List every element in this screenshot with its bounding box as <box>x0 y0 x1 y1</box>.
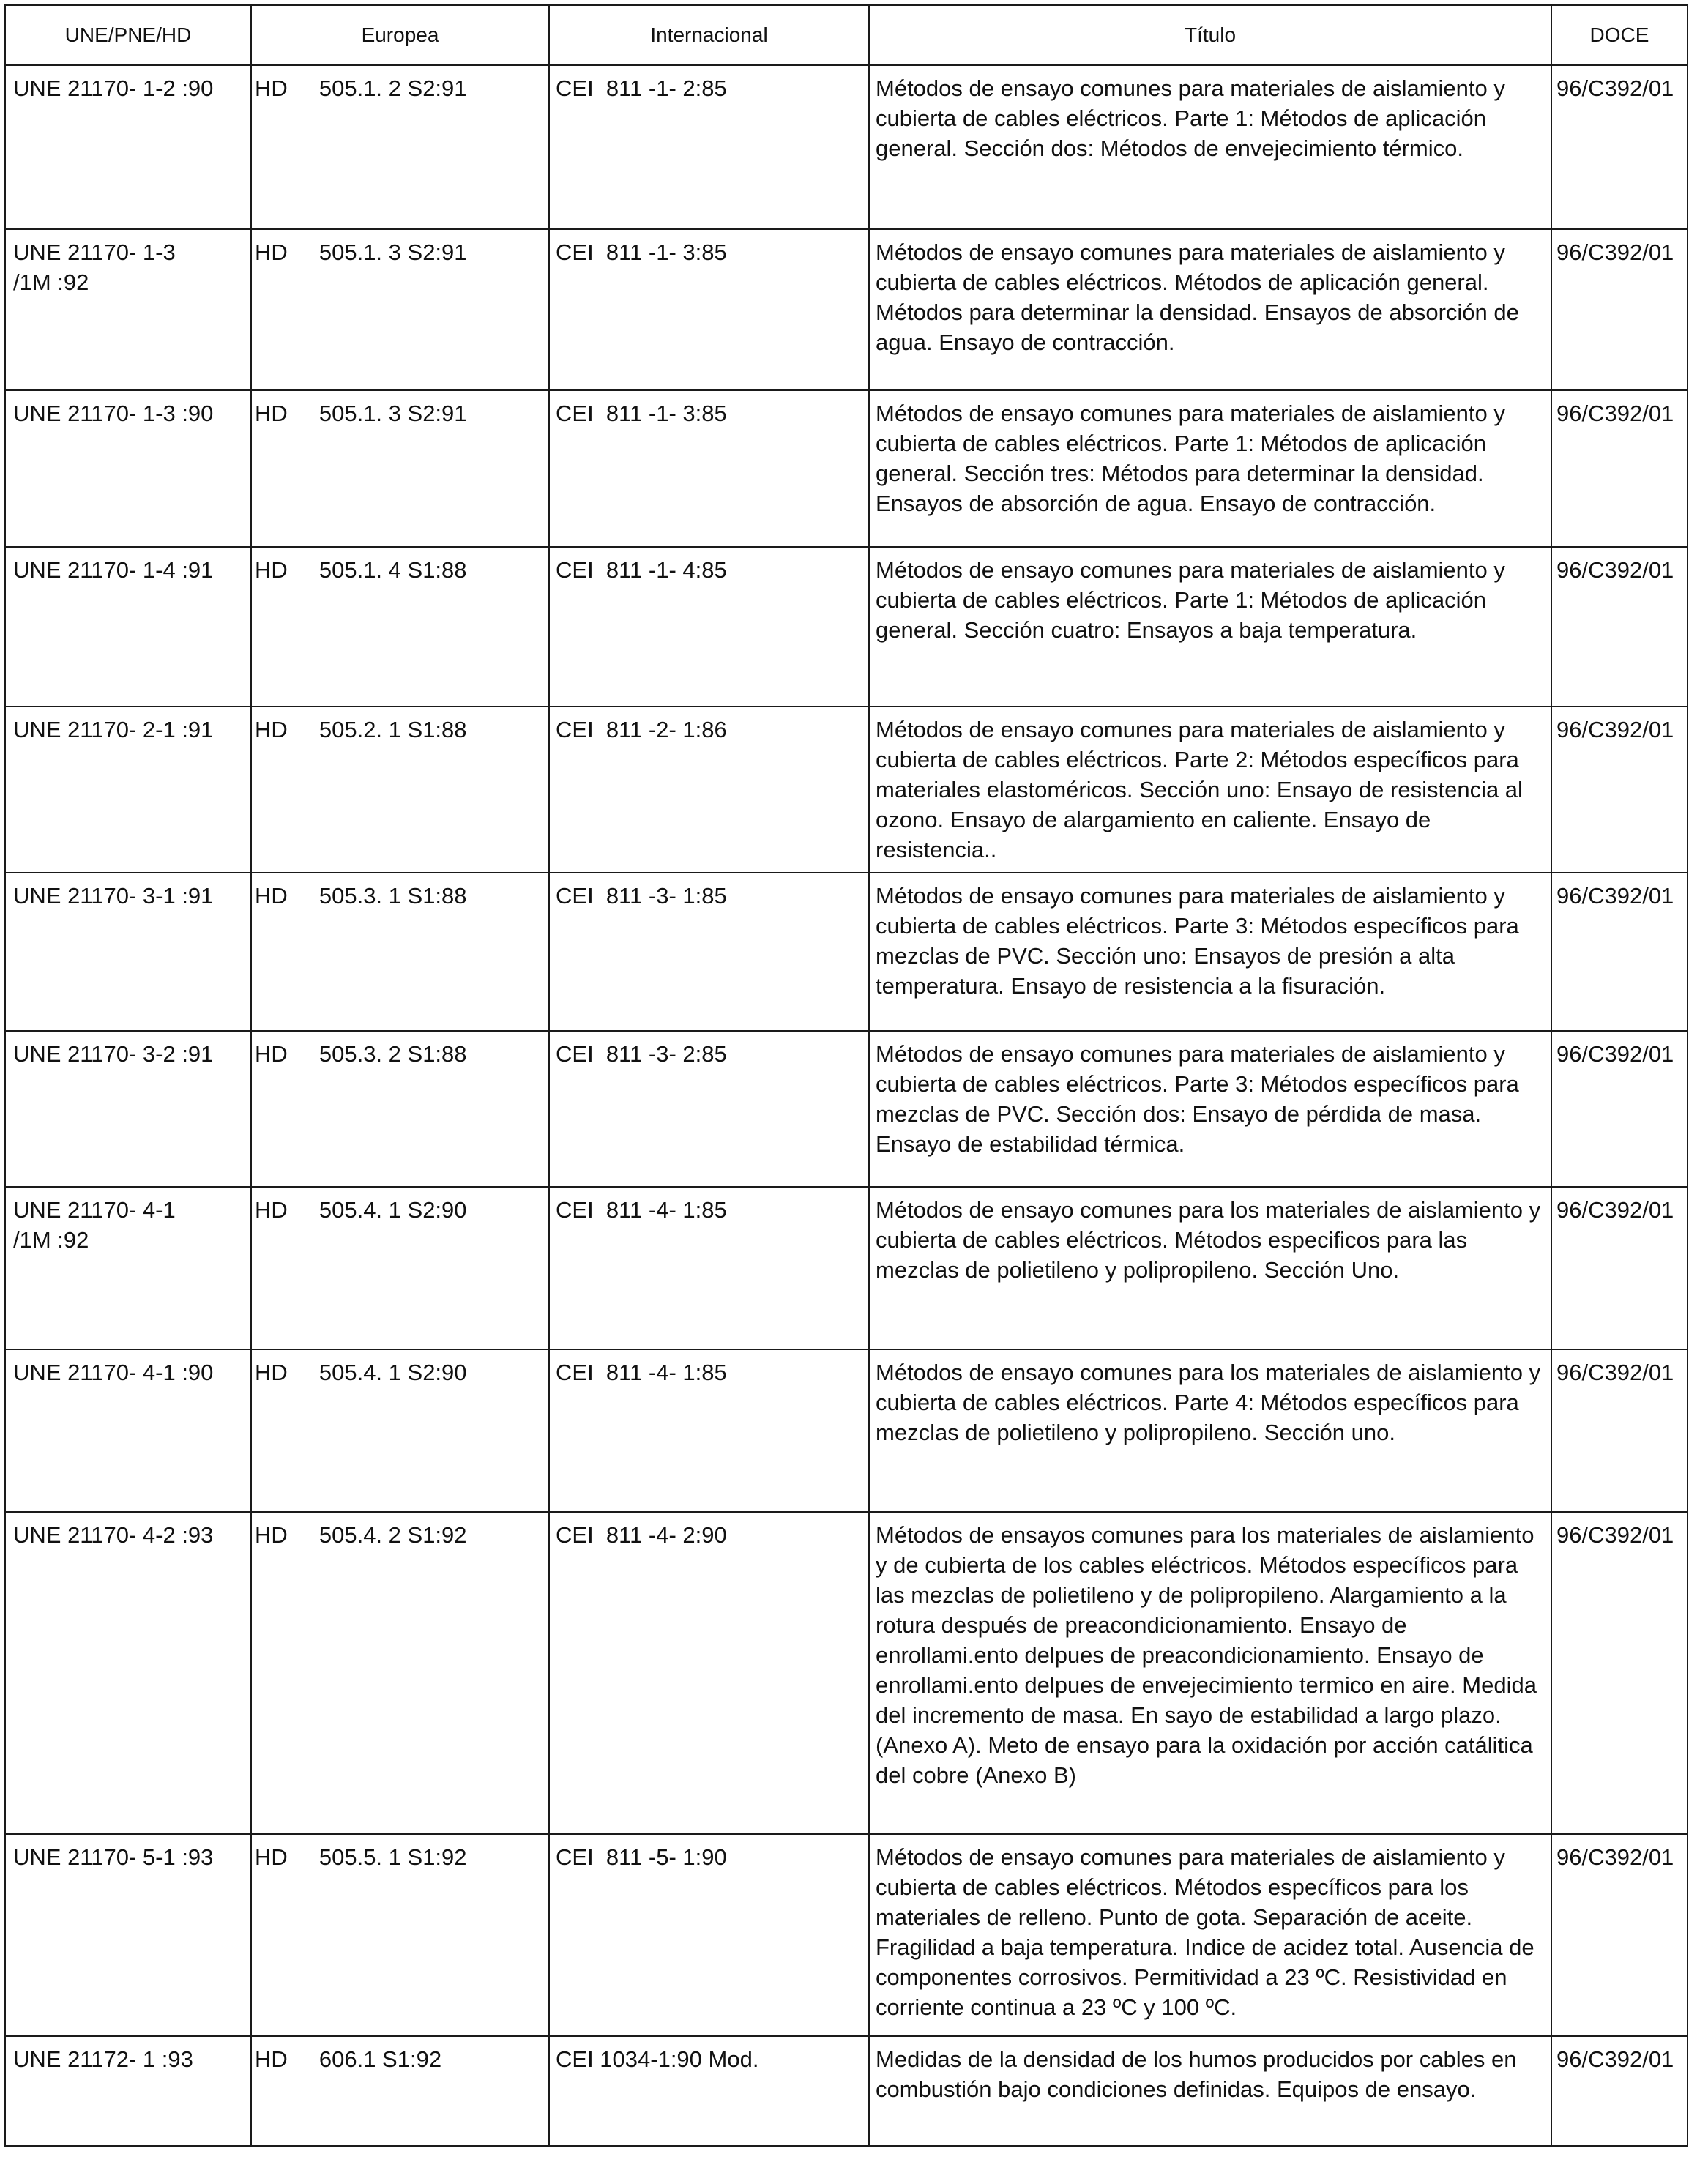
europea-number: 505.1. 3 S2:91 <box>318 239 467 265</box>
cell-europea <box>251 1187 549 1349</box>
cell-europea <box>251 873 549 1031</box>
header-internacional: Internacional <box>549 5 869 65</box>
une-code: UNE 21170- 3-1 :91 <box>13 883 214 909</box>
title-text: Métodos de ensayo comunes para materiales de aislamiento y cubierta de cables eléctricos. Parte 1: Métodos de aplicación general. Sección tres: Métodos para determinar la densidad. Ensayos de absorción de agua. Ensayo de contracción. <box>876 400 1505 516</box>
cei-code: CEI 811 -4- 2:90 <box>556 1522 727 1548</box>
table-row <box>5 229 1688 390</box>
cell-europea <box>251 229 549 390</box>
cei-code: CEI 811 -3- 2:85 <box>556 1041 727 1067</box>
cell-doce <box>1551 2036 1688 2146</box>
hd-label: HD <box>255 717 288 742</box>
cell-doce <box>1551 873 1688 1031</box>
europea-number: 505.1. 3 S2:91 <box>318 400 467 426</box>
une-code: UNE 21170- 4-1 :90 <box>13 1360 214 1385</box>
hd-label: HD <box>255 1844 288 1870</box>
une-code: UNE 21170- 1-3 :90 <box>13 400 214 426</box>
cell-une-code <box>5 1031 251 1187</box>
cell-titulo <box>869 65 1551 229</box>
cell-une-code <box>5 707 251 873</box>
europea-number: 606.1 S1:92 <box>318 2046 442 2072</box>
title-text: Métodos de ensayo comunes para materiales de aislamiento y cubierta de cables eléctricos. Parte 2: Métodos específicos para materiales elastoméricos. Sección uno: Ensayo de resistencia al ozono. Ensayo de alargamiento en caliente. Ensayo de resistencia.. <box>876 717 1523 862</box>
cell-titulo <box>869 1349 1551 1512</box>
table-row <box>5 1834 1688 2036</box>
cell-une-code <box>5 65 251 229</box>
europea-number: 505.3. 2 S1:88 <box>318 1041 467 1067</box>
hd-label: HD <box>255 1041 288 1067</box>
europea-number: 505.4. 2 S1:92 <box>318 1522 467 1548</box>
header-une: UNE/PNE/HD <box>5 5 251 65</box>
table-row <box>5 1187 1688 1349</box>
table-row <box>5 1349 1688 1512</box>
une-code: UNE 21170- 4-2 :93 <box>13 1522 214 1548</box>
cell-une-code <box>5 2036 251 2146</box>
cell-internacional <box>549 65 869 229</box>
cell-internacional <box>549 390 869 547</box>
header-row <box>5 5 1688 65</box>
cell-internacional <box>549 1512 869 1834</box>
cell-doce <box>1551 1512 1688 1834</box>
europea-number: 505.1. 4 S1:88 <box>318 557 467 583</box>
europea-number: 505.3. 1 S1:88 <box>318 883 467 909</box>
cell-une-code <box>5 1834 251 2036</box>
cell-titulo <box>869 390 1551 547</box>
cei-code: CEI 811 -1- 2:85 <box>556 75 727 101</box>
cei-code: CEI 811 -4- 1:85 <box>556 1197 727 1223</box>
table-row <box>5 1512 1688 1834</box>
cell-titulo <box>869 1512 1551 1834</box>
doce-ref: 96/C392/01 <box>1556 1041 1674 1067</box>
cell-titulo <box>869 2036 1551 2146</box>
doce-ref: 96/C392/01 <box>1556 1360 1674 1385</box>
cell-europea <box>251 1031 549 1187</box>
cell-titulo <box>869 1031 1551 1187</box>
cei-code: CEI 1034-1:90 Mod. <box>556 2046 759 2072</box>
header-doce: DOCE <box>1551 5 1688 65</box>
hd-label: HD <box>255 1360 288 1385</box>
cei-code: CEI 811 -5- 1:90 <box>556 1844 727 1870</box>
title-text: Métodos de ensayo comunes para materiales de aislamiento y cubierta de cables eléctricos. Parte 1: Métodos de aplicación general. Sección dos: Métodos de envejecimiento térmico. <box>876 75 1505 161</box>
cell-doce <box>1551 1349 1688 1512</box>
cell-une-code <box>5 1187 251 1349</box>
hd-label: HD <box>255 400 288 426</box>
une-code: UNE 21170- 4-1 /1M :92 <box>13 1197 176 1253</box>
title-text: Métodos de ensayo comunes para los materiales de aislamiento y cubierta de cables eléctricos. Parte 4: Métodos específicos para mezclas de polietileno y polipropileno. Sección uno. <box>876 1360 1541 1445</box>
cell-une-code <box>5 547 251 707</box>
cell-internacional <box>549 1187 869 1349</box>
cell-europea <box>251 390 549 547</box>
standards-document <box>4 4 1688 2147</box>
hd-label: HD <box>255 883 288 909</box>
table-row <box>5 2036 1688 2146</box>
cell-europea <box>251 1349 549 1512</box>
cei-code: CEI 811 -1- 3:85 <box>556 400 727 426</box>
doce-ref: 96/C392/01 <box>1556 2046 1674 2072</box>
cell-europea <box>251 707 549 873</box>
cell-europea <box>251 65 549 229</box>
cell-internacional <box>549 873 869 1031</box>
cei-code: CEI 811 -2- 1:86 <box>556 717 727 742</box>
table-row <box>5 390 1688 547</box>
cei-code: CEI 811 -1- 4:85 <box>556 557 727 583</box>
title-text: Métodos de ensayo comunes para materiales de aislamiento y cubierta de cables eléctricos. Parte 1: Métodos de aplicación general. Sección cuatro: Ensayos a baja temperatura. <box>876 557 1505 643</box>
cei-code: CEI 811 -3- 1:85 <box>556 883 727 909</box>
une-code: UNE 21170- 1-3 /1M :92 <box>13 239 176 295</box>
hd-label: HD <box>255 75 288 101</box>
une-code: UNE 21170- 3-2 :91 <box>13 1041 214 1067</box>
cell-titulo <box>869 707 1551 873</box>
cell-europea <box>251 1512 549 1834</box>
doce-ref: 96/C392/01 <box>1556 400 1674 426</box>
cell-titulo <box>869 547 1551 707</box>
cell-doce <box>1551 547 1688 707</box>
title-text: Métodos de ensayo comunes para los materiales de aislamiento y cubierta de cables eléctricos. Métodos especificos para las mezclas de polietileno y polipropileno. Sección Uno. <box>876 1197 1541 1283</box>
doce-ref: 96/C392/01 <box>1556 717 1674 742</box>
cell-une-code <box>5 873 251 1031</box>
cell-une-code <box>5 390 251 547</box>
cell-internacional <box>549 707 869 873</box>
cell-internacional <box>549 1031 869 1187</box>
cell-doce <box>1551 707 1688 873</box>
cell-une-code <box>5 1349 251 1512</box>
cell-internacional <box>549 229 869 390</box>
europea-number: 505.2. 1 S1:88 <box>318 717 467 742</box>
doce-ref: 96/C392/01 <box>1556 239 1674 265</box>
hd-label: HD <box>255 2046 288 2072</box>
hd-label: HD <box>255 557 288 583</box>
cell-europea <box>251 2036 549 2146</box>
cell-internacional <box>549 1349 869 1512</box>
doce-ref: 96/C392/01 <box>1556 1522 1674 1548</box>
cell-doce <box>1551 229 1688 390</box>
standards-table <box>4 4 1688 2147</box>
cell-titulo <box>869 229 1551 390</box>
europea-number: 505.4. 1 S2:90 <box>318 1360 467 1385</box>
cei-code: CEI 811 -4- 1:85 <box>556 1360 727 1385</box>
table-row <box>5 547 1688 707</box>
doce-ref: 96/C392/01 <box>1556 75 1674 101</box>
cell-titulo <box>869 1187 1551 1349</box>
table-body <box>5 65 1688 2146</box>
cell-doce <box>1551 65 1688 229</box>
doce-ref: 96/C392/01 <box>1556 1197 1674 1223</box>
table-row <box>5 1031 1688 1187</box>
cell-europea <box>251 1834 549 2036</box>
cell-europea <box>251 547 549 707</box>
cell-doce <box>1551 390 1688 547</box>
title-text: Métodos de ensayo comunes para materiales de aislamiento y cubierta de cables eléctricos. Métodos específicos para los materiales de relleno. Punto de gota. Separación de aceite. Fragilidad a baja temperatura. Indice de acidez total. Ausencia de componentes corrosivos. Permitividad a 23 ºC. Resistividad en corriente continua a 23 ºC y 100 ºC. <box>876 1844 1534 2020</box>
une-code: UNE 21170- 1-2 :90 <box>13 75 214 101</box>
une-code: UNE 21170- 5-1 :93 <box>13 1844 214 1870</box>
cell-internacional <box>549 1834 869 2036</box>
cell-titulo <box>869 873 1551 1031</box>
cell-doce <box>1551 1834 1688 2036</box>
cell-internacional <box>549 2036 869 2146</box>
cell-une-code <box>5 229 251 390</box>
hd-label: HD <box>255 1197 288 1223</box>
une-code: UNE 21170- 2-1 :91 <box>13 717 214 742</box>
cell-titulo <box>869 1834 1551 2036</box>
hd-label: HD <box>255 1522 288 1548</box>
cell-internacional <box>549 547 869 707</box>
une-code: UNE 21170- 1-4 :91 <box>13 557 214 583</box>
title-text: Medidas de la densidad de los humos producidos por cables en combustión bajo condiciones definidas. Equipos de ensayo. <box>876 2046 1517 2102</box>
europea-number: 505.1. 2 S2:91 <box>318 75 467 101</box>
europea-number: 505.5. 1 S1:92 <box>318 1844 467 1870</box>
une-code: UNE 21172- 1 :93 <box>13 2046 193 2072</box>
table-row <box>5 873 1688 1031</box>
header-europea: Europea <box>251 5 549 65</box>
table-row <box>5 65 1688 229</box>
hd-label: HD <box>255 239 288 265</box>
table-row <box>5 707 1688 873</box>
cell-doce <box>1551 1031 1688 1187</box>
cell-doce <box>1551 1187 1688 1349</box>
cell-une-code <box>5 1512 251 1834</box>
title-text: Métodos de ensayos comunes para los materiales de aislamiento y de cubierta de los cables eléctricos. Métodos específicos para las mezclas de polietileno y de polipropileno. Alargamiento a la rotura después de preacondicionamiento. Ensayo de enrollami.ento delpues de preacondicionamiento. Ensayo de enrollami.ento delpues de envejecimiento termico en aire. Medida del incremento de masa. En sayo de estabilidad a largo plazo.(Anexo A). Meto de ensayo para la oxidación por acción catálitica del cobre (Anexo B) <box>876 1522 1537 1788</box>
doce-ref: 96/C392/01 <box>1556 883 1674 909</box>
europea-number: 505.4. 1 S2:90 <box>318 1197 467 1223</box>
title-text: Métodos de ensayo comunes para materiales de aislamiento y cubierta de cables eléctricos. Métodos de aplicación general. Métodos para determinar la densidad. Ensayos de absorción de agua. Ensayo de contracción. <box>876 239 1519 355</box>
title-text: Métodos de ensayo comunes para materiales de aislamiento y cubierta de cables eléctricos. Parte 3: Métodos específicos para mezclas de PVC. Sección uno: Ensayos de presión a alta temperatura. Ensayo de resistencia a la fisuración. <box>876 883 1519 999</box>
doce-ref: 96/C392/01 <box>1556 557 1674 583</box>
header-titulo: Título <box>869 5 1551 65</box>
cei-code: CEI 811 -1- 3:85 <box>556 239 727 265</box>
doce-ref: 96/C392/01 <box>1556 1844 1674 1870</box>
title-text: Métodos de ensayo comunes para materiales de aislamiento y cubierta de cables eléctricos. Parte 3: Métodos específicos para mezclas de PVC. Sección dos: Ensayo de pérdida de masa. Ensayo de estabilidad térmica. <box>876 1041 1519 1157</box>
